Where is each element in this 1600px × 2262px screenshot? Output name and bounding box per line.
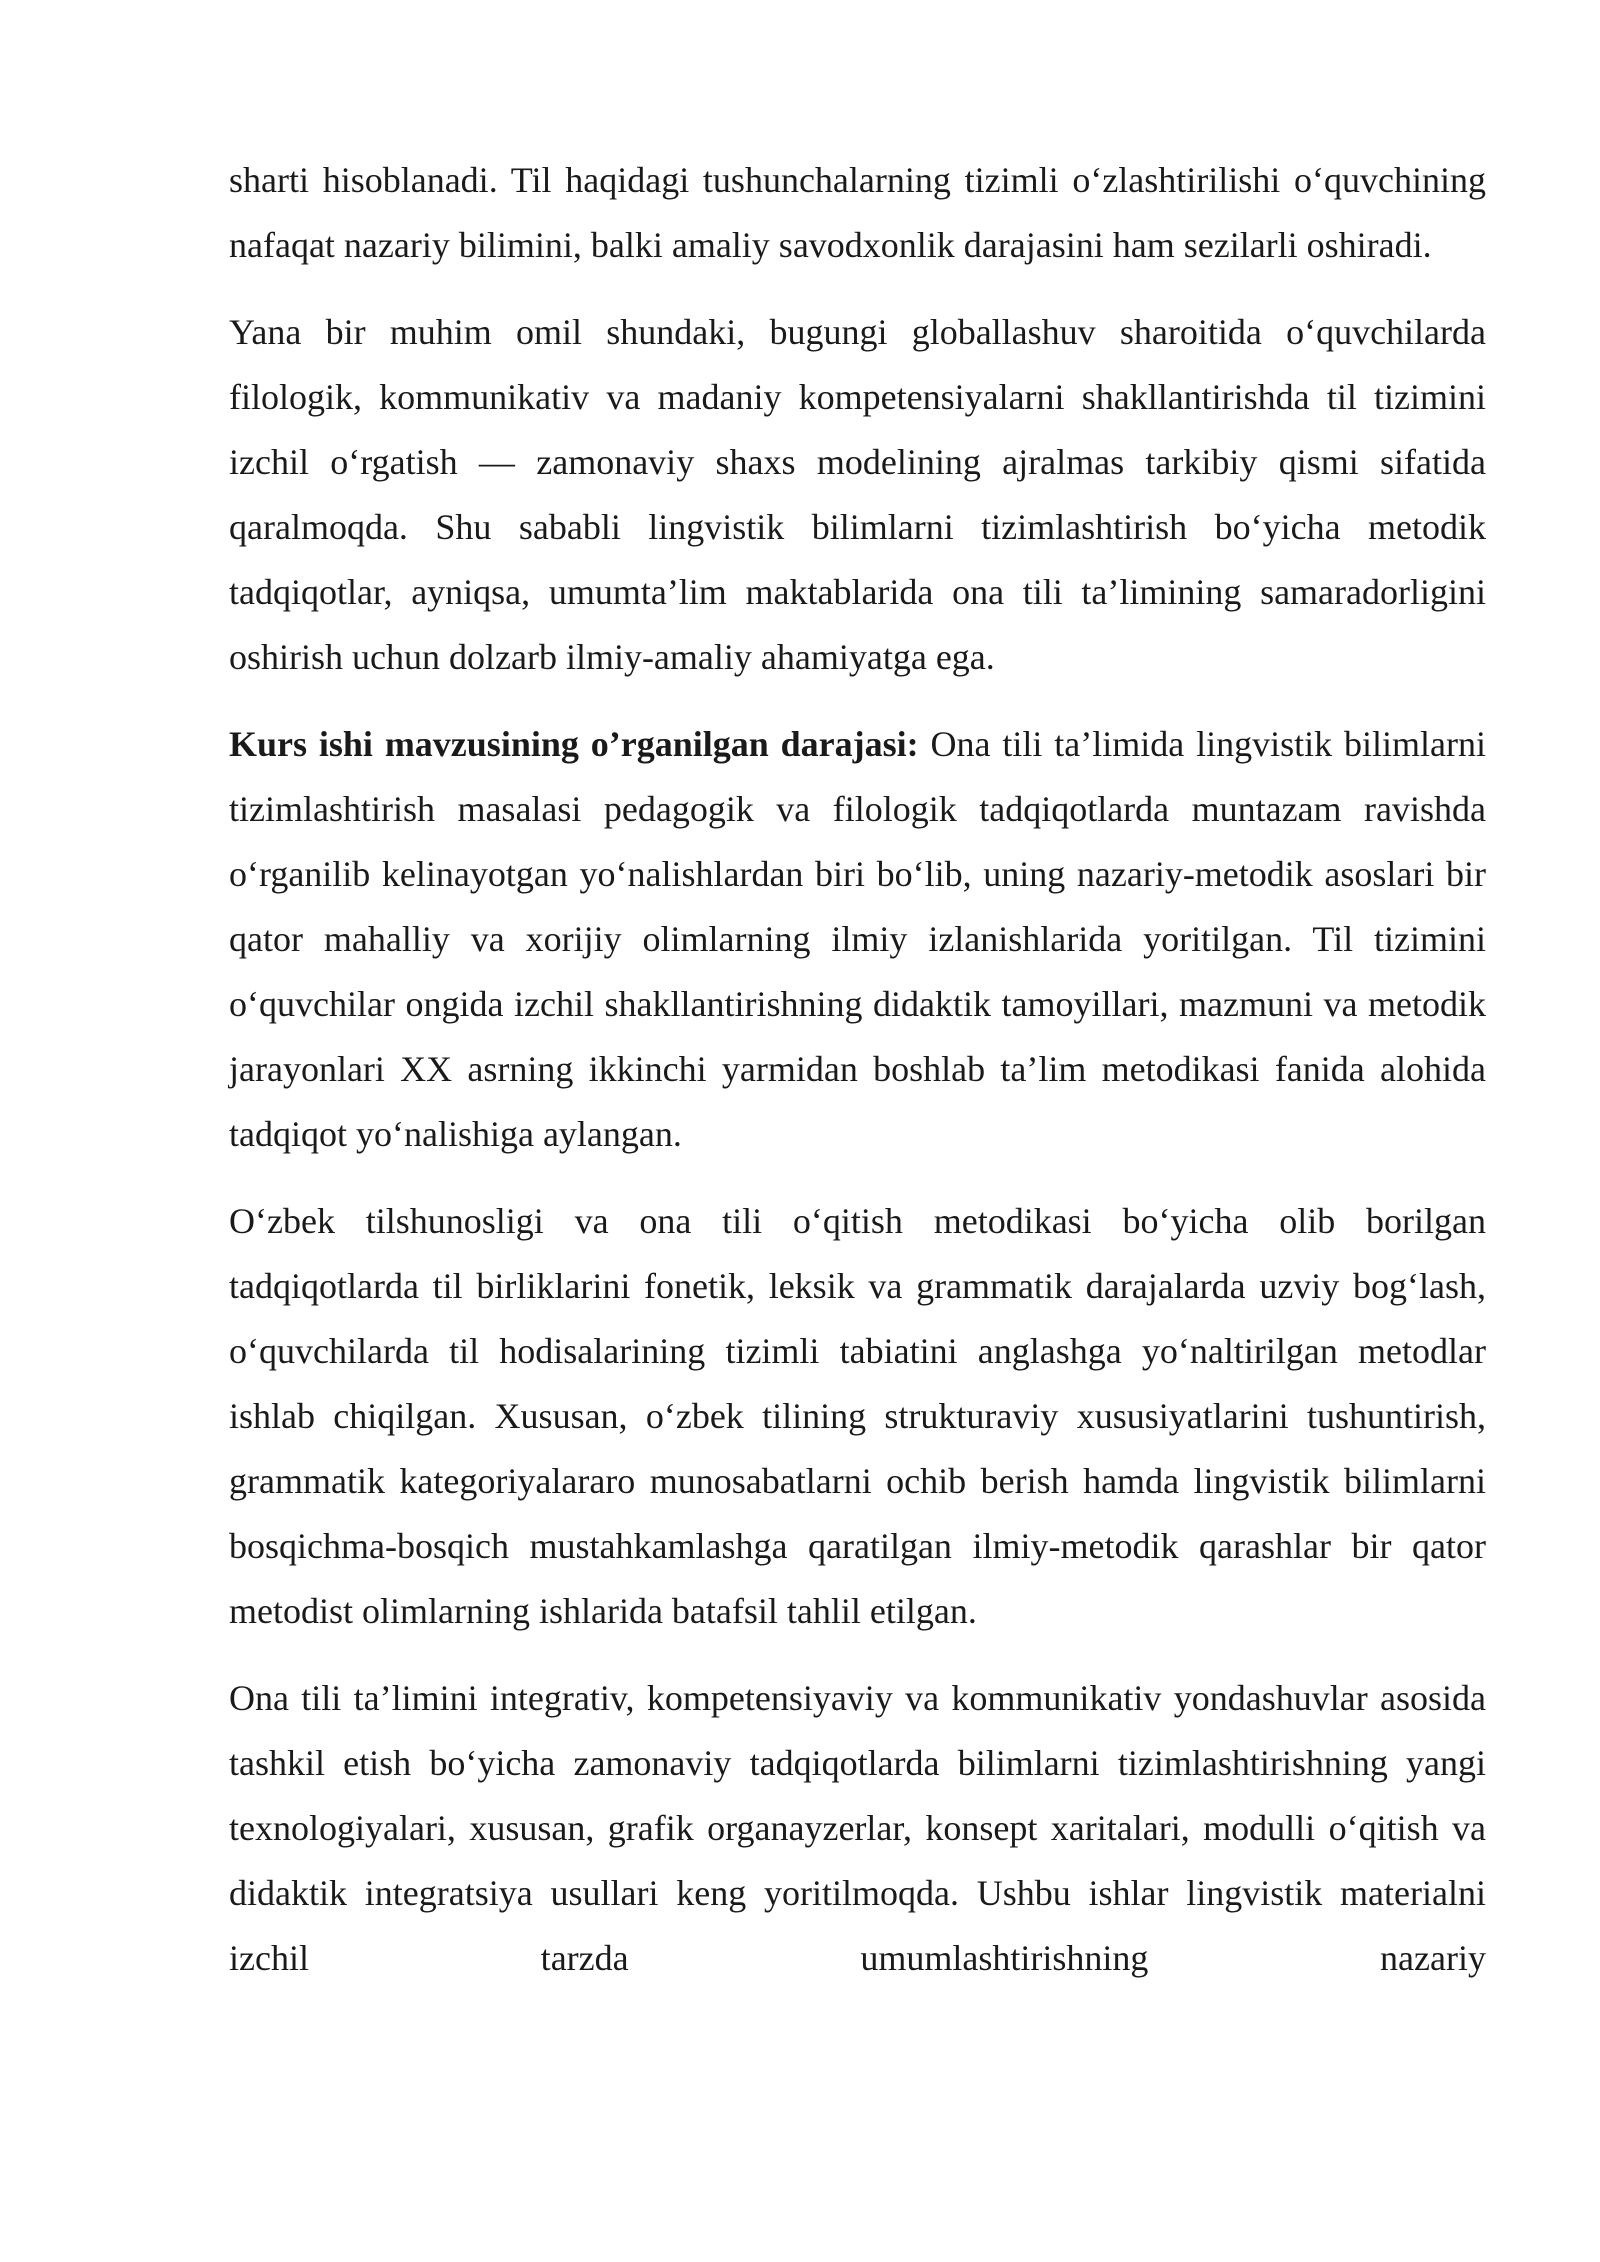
- paragraph-4: [229, 1189, 1486, 1644]
- paragraph-1: [229, 148, 1486, 278]
- paragraph-text: Yana bir muhim omil shundaki, bugungi globallashuv sharoitida o‘quvchilarda filologik, kommunikativ va madaniy kompetensiyalarni shakllantirishda til tizimini izchil o‘rgatish — zamonaviy shaxs modelining ajralmas tarkibiy qismi sifatida qaralmoqda. Shu sababli lingvistik bilimlarni tizimlashtirish bo‘yicha metodik tadqiqotlar, ayniqsa, umumta’lim maktablarida ona tili ta’limining samaradorligini oshirish uchun dolzarb ilmiy-amaliy ahamiyatga ega.: [229, 312, 1486, 677]
- paragraph-5: [229, 1666, 1486, 1991]
- paragraph-text: Ona tili ta’limini integrativ, kompetensiyaviy va kommunikativ yondashuvlar asosida tashkil etish bo‘yicha zamonaviy tadqiqotlarda bilimlarni tizimlashtirishning yangi texnologiyalari, xususan, grafik organayzerlar, konsept xaritalari, modulli o‘qitish va didaktik integratsiya usullari keng yoritilmoqda. Ushbu ishlar lingvistik materialni izchil tarzda umumlashtirishning nazariy: [229, 1678, 1486, 1978]
- paragraph-2: [229, 300, 1486, 690]
- paragraph-text: sharti hisoblanadi. Til haqidagi tushunchalarning tizimli o‘zlashtirilishi o‘quvchining nafaqat nazariy bilimini, balki amaliy savodxonlik darajasini ham sezilarli oshiradi.: [229, 160, 1486, 265]
- section-heading: Kurs ishi mavzusining o’rganilgan darajasi:: [229, 724, 919, 764]
- paragraph-text: Ona tili ta’limida lingvistik bilimlarni tizimlashtirish masalasi pedagogik va filologik tadqiqotlarda muntazam ravishda o‘rganilib kelinayotgan yo‘nalishlardan biri bo‘lib, uning nazariy-metodik asoslari bir qator mahalliy va xorijiy olimlarning ilmiy izlanishlarida yoritilgan. Til tizimini o‘quvchilar ongida izchil shakllantirishning didaktik tamoyillari, mazmuni va metodik jarayonlari XX asrning ikkinchi yarmidan boshlab ta’lim metodikasi fanida alohida tadqiqot yo‘nalishiga aylangan.: [229, 724, 1487, 1154]
- document-body: [229, 148, 1486, 2013]
- paragraph-text: O‘zbek tilshunosligi va ona tili o‘qitish metodikasi bo‘yicha olib borilgan tadqiqotlarda til birliklarini fonetik, leksik va grammatik darajalarda uzviy bog‘lash, o‘quvchilarda til hodisalarining tizimli tabiatini anglashga yo‘naltirilgan metodlar ishlab chiqilgan. Xususan, o‘zbek tilining strukturaviy xususiyatlarini tushuntirish, grammatik kategoriyalararo munosabatlarni ochib berish hamda lingvistik bilimlarni bosqichma-bosqich mustahkamlashga qaratilgan ilmiy-metodik qarashlar bir qator metodist olimlarning ishlarida batafsil tahlil etilgan.: [229, 1201, 1486, 1631]
- paragraph-3: [229, 712, 1486, 1167]
